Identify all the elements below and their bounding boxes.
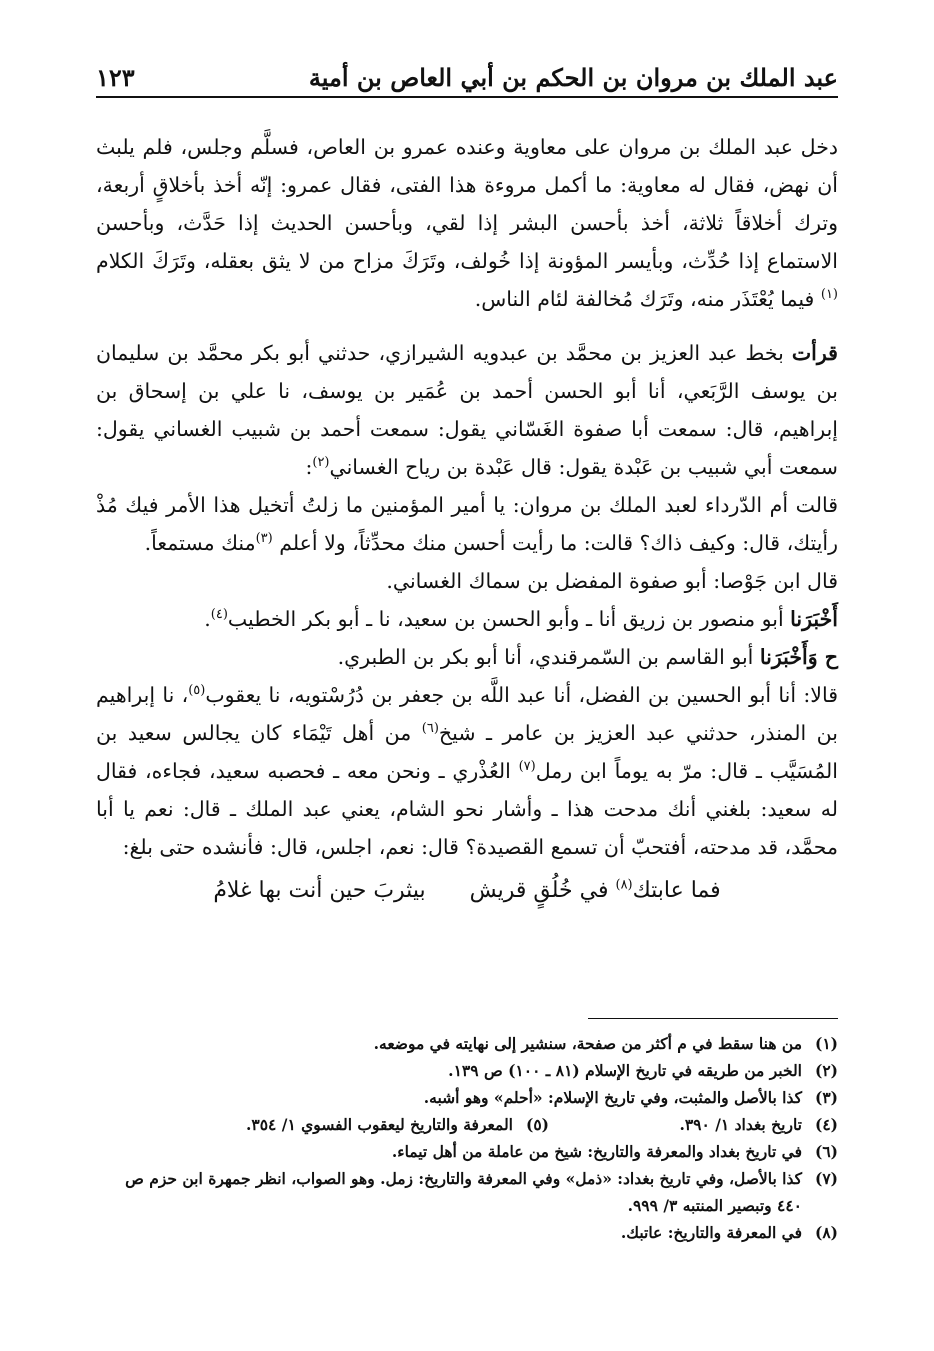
- footnote-text: كذا بالأصل، وفي تاريخ بغداد: «ذمل» وفي المعرفة والتاريخ: زمل. وهو الصواب، انظر جمهرة ابن حزم ص ٤٤٠ وتبصير المنتبه ٣/ ٩٩٩.: [125, 1169, 802, 1215]
- paragraph-5-end: .: [204, 607, 211, 631]
- paragraph-3-end: منك مستمعاً.: [144, 531, 256, 555]
- paragraph-2: [96, 334, 838, 486]
- footnote-3: [96, 1084, 838, 1111]
- footnote-ref-2: (٢): [312, 455, 330, 471]
- footnote-text: من هنا سقط في م أكثر من صفحة، سنشير إلى نهايته في موضعه.: [373, 1034, 802, 1053]
- paragraph-2-lead: قرأت: [791, 341, 838, 365]
- footnote-ref-8: (٨): [615, 877, 633, 893]
- footnotes: [96, 1030, 838, 1246]
- running-header: [96, 58, 838, 98]
- paragraph-6: [96, 638, 838, 676]
- paragraph-7: [96, 676, 838, 866]
- footnote-pair-4-5: [96, 1111, 838, 1138]
- footnote-8: [96, 1219, 838, 1246]
- footnote-ref-1: (١): [820, 287, 838, 303]
- verse-first-a: فما عابتك: [632, 878, 721, 903]
- footnote-2: [96, 1057, 838, 1084]
- paragraph-1: [96, 128, 838, 318]
- verse-second-hemistich: بيثربَ حين أنت بها غلامُ: [213, 878, 426, 903]
- footnote-text: المعرفة والتاريخ ليعقوب الفسوي ١/ ٣٥٤.: [246, 1115, 513, 1134]
- footnote-number: (١): [814, 1034, 838, 1053]
- footnote-number: (٤): [814, 1115, 838, 1134]
- paragraph-4: [96, 562, 838, 600]
- footnote-separator: [588, 1018, 838, 1019]
- paragraph-7-text-d: العُذْري ـ ونحن معه ـ فحصبه سعيد، فجاءه، فقال له سعيد: بلغني أنك مدحت هذا ـ وأشار نحو الشام، يعني عبد الملك ـ قال: نعم يا أبا محمَّد، قد مدحته، أفتحبّ أن تسمع القصيدة؟ قال: نعم، اجلس، قال: فأنشده حتى بلغ:: [96, 759, 838, 859]
- footnote-text: كذا بالأصل والمثبت، وفي تاريخ الإسلام: «أحلم» وهو أشبه.: [423, 1088, 802, 1107]
- footnote-number: (٧): [814, 1169, 838, 1188]
- footnote-1: [96, 1030, 838, 1057]
- footnote-text: في المعرفة والتاريخ: عاتبك.: [620, 1223, 802, 1242]
- footnote-ref-6: (٦): [421, 721, 439, 737]
- paragraph-3: [96, 486, 838, 562]
- paragraph-6-text: أبو القاسم بن السّمرقندي، أنا أبو بكر بن الطبري.: [337, 645, 754, 669]
- footnote-text: في تاريخ بغداد والمعرفة والتاريخ: شيخ من عاملة من أهل تيماء.: [391, 1142, 802, 1161]
- poetry-verse: [96, 872, 838, 910]
- verse-first-b: في خُلُقٍ قريش: [469, 878, 609, 903]
- footnote-text: تاريخ بغداد ١/ ٣٩٠.: [679, 1115, 802, 1134]
- paragraph-3-text: قالت أم الدّرداء لعبد الملك بن مروان: يا أمير المؤمنين ما زلتُ أتخيل هذا الأمر فيك مُذْ رأيتك، قال: وكيف ذاك؟ قالت: ما رأيت أحسن منك محدِّثاً، ولا أعلم: [96, 493, 838, 555]
- footnote-ref-3: (٣): [255, 531, 273, 547]
- footnote-number: (٦): [814, 1142, 838, 1161]
- paragraph-7-text-c: من أهل تَيْمَاء كان يجالس سعيد بن المُسَيَّب ـ قال: مرّ به يوماً ابن رمل: [96, 721, 838, 783]
- footnote-number: (٨): [814, 1223, 838, 1242]
- paragraph-2-end: :: [305, 455, 313, 479]
- main-text: [96, 128, 838, 910]
- footnote-number: (٢): [814, 1061, 838, 1080]
- footnote-text: الخبر من طريقه في تاريخ الإسلام (٨١ ـ ١٠٠) ص ١٣٩.: [448, 1061, 802, 1080]
- page-number: ١٢٣: [96, 62, 135, 92]
- footnote-ref-4: (٤): [210, 607, 228, 623]
- footnote-ref-5: (٥): [188, 683, 206, 699]
- footnote-6: [96, 1138, 838, 1165]
- verse-first-hemistich: [470, 872, 721, 910]
- paragraph-5-text: أبو منصور بن زريق أنا ـ وأبو الحسن بن سعيد، نا ـ أبو بكر الخطيب: [227, 607, 784, 631]
- footnote-5: [246, 1111, 549, 1138]
- paragraph-7-text-b: ، نا إبراهيم بن المنذر، حدثني عبد العزيز بن عامر ـ شيخ: [96, 683, 838, 745]
- paragraph-6-lead: ح وَأَخْبَرَنا: [759, 645, 838, 669]
- paragraph-4-text: قال ابن جَوْصا: أبو صفوة المفضل بن سماك الغساني.: [386, 569, 838, 593]
- paragraph-1-text: دخل عبد الملك بن مروان على معاوية وعنده عمرو بن العاص، فسلَّم وجلس، فلم يلبث أن نهض، فقال له معاوية: ما أكمل مروءة هذا الفتى، فقال عمرو: إنّه أخذ بأخلاقٍ أربعة، وترك أخلاقاً ثلاثة، أخذ بأحسن البشر إذا لقي، وبأحسن الحديث إذا حَدَّث، وبأحسن الاستماع إذا حُدِّث، وبأيسر المؤونة إذا خُولف، وتَرَكَ مزاح من لا يثق بعقله، وتَرَكَ الكلام: [96, 135, 838, 273]
- running-title: عبد الملك بن مروان بن الحكم بن أبي العاص بن أمية: [308, 62, 838, 92]
- footnote-number: (٥): [525, 1115, 549, 1134]
- footnote-number: (٣): [814, 1088, 838, 1107]
- paragraph-2-text: بخط عبد العزيز بن محمَّد بن عبدويه الشيرازي، حدثني أبو بكر محمَّد بن سليمان بن يوسف الرَّبَعي، أنا أبو الحسن أحمد بن عُمَير بن يوسف، نا علي بن إسحاق بن إبراهيم، قال: سمعت أبا صفوة الغَسّاني يقول: سمعت أحمد بن شبيب الغساني يقول: سمعت أبي شبيب بن عَبْدة يقول: قال عَبْدة بن رياح الغساني: [96, 341, 838, 479]
- paragraph-5: [96, 600, 838, 638]
- paragraph-1-end: فيما يُعْتَذَر منه، وتَرَك مُخالفة لئام الناس.: [474, 287, 815, 311]
- paragraph-7-text-a: قالا: أنا أبو الحسين بن الفضل، أنا عبد اللَّه بن جعفر بن دُرُسْتويه، نا يعقوب: [205, 683, 838, 707]
- footnote-4: [679, 1111, 838, 1138]
- footnote-ref-7: (٧): [518, 759, 536, 775]
- paragraph-5-lead: أَخْبَرَنا: [790, 607, 838, 631]
- footnote-7: [96, 1165, 838, 1219]
